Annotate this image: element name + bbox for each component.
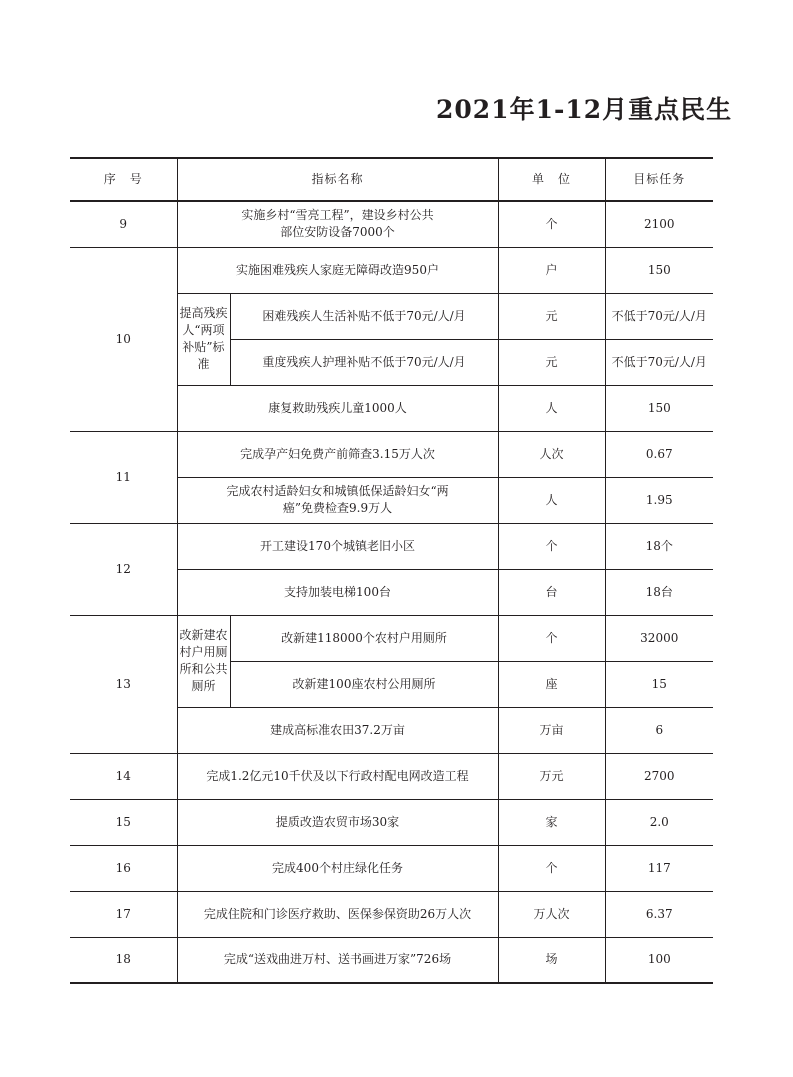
target-cell: 100 <box>605 937 713 983</box>
indicator-name: 完成农村适龄妇女和城镇低保适龄妇女“两癌”免费检查9.9万人 <box>177 477 498 523</box>
row-seq: 18 <box>70 937 177 983</box>
target-cell: 6 <box>605 707 713 753</box>
indicator-group: 改新建农村户用厕所和公共厕所 <box>177 615 230 707</box>
unit-cell: 座 <box>498 661 605 707</box>
unit-cell: 人次 <box>498 431 605 477</box>
target-cell: 2.0 <box>605 799 713 845</box>
target-cell: 117 <box>605 845 713 891</box>
indicator-name: 重度残疾人护理补贴不低于70元/人/月 <box>230 339 498 385</box>
unit-cell: 个 <box>498 201 605 247</box>
header-target: 目标任务 <box>605 158 713 201</box>
row-seq: 14 <box>70 753 177 799</box>
table-row <box>70 201 713 247</box>
target-cell: 0.67 <box>605 431 713 477</box>
table-row <box>70 615 713 661</box>
row-seq: 16 <box>70 845 177 891</box>
unit-cell: 万元 <box>498 753 605 799</box>
target-cell: 32000 <box>605 615 713 661</box>
indicator-name: 开工建设170个城镇老旧小区 <box>177 523 498 569</box>
indicator-group: 提高残疾人“两项补贴”标准 <box>177 293 230 385</box>
target-cell: 2100 <box>605 201 713 247</box>
header-indicator: 指标名称 <box>177 158 498 201</box>
unit-cell: 台 <box>498 569 605 615</box>
unit-cell: 个 <box>498 615 605 661</box>
indicator-name: 实施困难残疾人家庭无障碍改造950户 <box>177 247 498 293</box>
target-cell: 不低于70元/人/月 <box>605 293 713 339</box>
row-seq: 12 <box>70 523 177 615</box>
unit-cell: 人 <box>498 385 605 431</box>
target-cell: 18台 <box>605 569 713 615</box>
unit-cell: 场 <box>498 937 605 983</box>
indicator-name: 建成高标准农田37.2万亩 <box>177 707 498 753</box>
table-row <box>70 799 713 845</box>
indicator-name: 完成1.2亿元10千伏及以下行政村配电网改造工程 <box>177 753 498 799</box>
indicator-name: 支持加装电梯100台 <box>177 569 498 615</box>
unit-cell: 万人次 <box>498 891 605 937</box>
indicator-name: 改新建100座农村公用厕所 <box>230 661 498 707</box>
header-seq: 序 号 <box>70 158 177 201</box>
target-cell: 18个 <box>605 523 713 569</box>
unit-cell: 元 <box>498 293 605 339</box>
unit-cell: 人 <box>498 477 605 523</box>
target-cell: 1.95 <box>605 477 713 523</box>
target-cell: 15 <box>605 661 713 707</box>
table-header-row <box>70 158 713 201</box>
target-cell: 不低于70元/人/月 <box>605 339 713 385</box>
indicator-name: 提质改造农贸市场30家 <box>177 799 498 845</box>
indicator-name: 改新建118000个农村户用厕所 <box>230 615 498 661</box>
table-row <box>70 891 713 937</box>
table-row <box>70 523 713 569</box>
row-seq: 9 <box>70 201 177 247</box>
unit-cell: 家 <box>498 799 605 845</box>
row-seq: 11 <box>70 431 177 523</box>
header-unit: 单 位 <box>498 158 605 201</box>
table-row <box>70 753 713 799</box>
unit-cell: 万亩 <box>498 707 605 753</box>
page-title: 2021年1-12月重点民生 <box>436 95 733 124</box>
table-row <box>70 845 713 891</box>
indicator-name: 康复救助残疾儿童1000人 <box>177 385 498 431</box>
row-seq: 10 <box>70 247 177 431</box>
table-row <box>70 431 713 477</box>
table-row <box>70 937 713 983</box>
row-seq: 13 <box>70 615 177 753</box>
unit-cell: 个 <box>498 845 605 891</box>
livelihood-table <box>70 157 713 984</box>
target-cell: 150 <box>605 385 713 431</box>
indicator-name: 完成住院和门诊医疗救助、医保参保资助26万人次 <box>177 891 498 937</box>
indicator-name: 困难残疾人生活补贴不低于70元/人/月 <box>230 293 498 339</box>
row-seq: 17 <box>70 891 177 937</box>
unit-cell: 元 <box>498 339 605 385</box>
indicator-name: 完成孕产妇免费产前筛查3.15万人次 <box>177 431 498 477</box>
unit-cell: 个 <box>498 523 605 569</box>
unit-cell: 户 <box>498 247 605 293</box>
target-cell: 150 <box>605 247 713 293</box>
indicator-name: 完成“送戏曲进万村、送书画进万家”726场 <box>177 937 498 983</box>
row-seq: 15 <box>70 799 177 845</box>
indicator-name: 实施乡村“雪亮工程”，建设乡村公共部位安防设备7000个 <box>177 201 498 247</box>
table-row <box>70 247 713 293</box>
indicator-name: 完成400个村庄绿化任务 <box>177 845 498 891</box>
target-cell: 6.37 <box>605 891 713 937</box>
target-cell: 2700 <box>605 753 713 799</box>
